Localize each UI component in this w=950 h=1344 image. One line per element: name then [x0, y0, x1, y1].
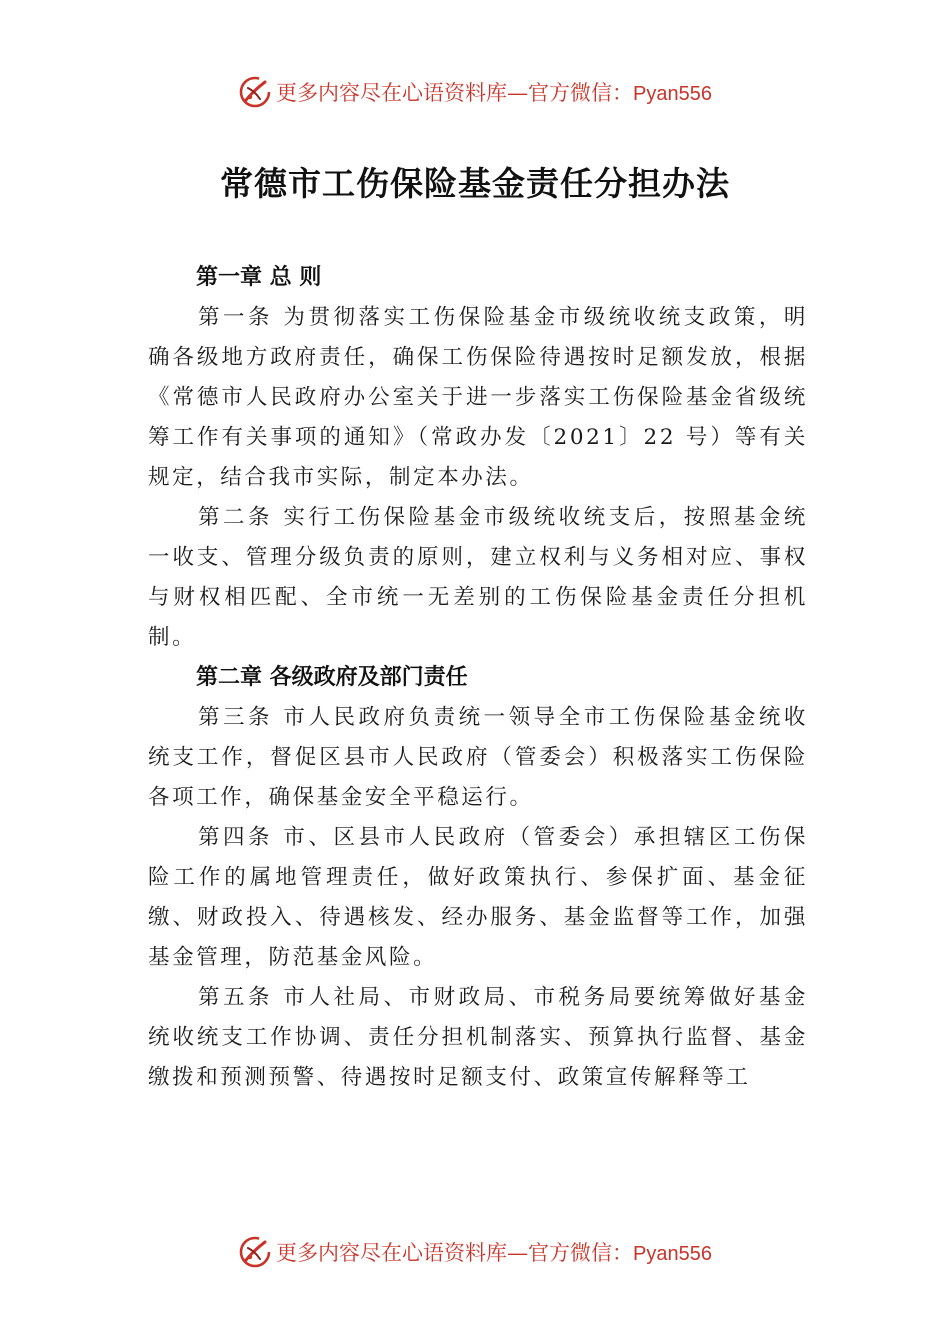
brush-logo-icon [238, 75, 272, 109]
watermark-banner-bottom [0, 1232, 950, 1272]
watermark-text: 更多内容尽在心语资料库—官方微信：Pyan556 [276, 1241, 712, 1265]
chapter-heading: 第二章 各级政府及部门责任 [196, 665, 468, 690]
article-paragraph: 第四条 市、区县市人民政府（管委会）承担辖区工伤保险工作的属地管理责任，做好政策执行、参保扩面、基金征缴、财政投入、待遇核发、经办服务、基金监督等工作，加强基金管理，防范基金风险。 [148, 825, 808, 970]
watermark-banner-top [0, 72, 950, 112]
watermark-text: 更多内容尽在心语资料库—官方微信：Pyan556 [276, 81, 712, 105]
article-paragraph: 第一条 为贯彻落实工伤保险基金市级统收统支政策，明确各级地方政府责任，确保工伤保险待遇按时足额发放，根据《常德市人民政府办公室关于进一步落实工伤保险基金省级统筹工作有关事项的通知》（常政办发〔2021〕22 号）等有关规定，结合我市实际，制定本办法。 [148, 305, 808, 490]
chapter-heading: 第一章 总 则 [196, 265, 322, 290]
article-paragraph: 第三条 市人民政府负责统一领导全市工伤保险基金统收统支工作，督促区县市人民政府（管委会）积极落实工伤保险各项工作，确保基金安全平稳运行。 [148, 705, 808, 810]
document-body [148, 258, 808, 1098]
document-title: 常德市工伤保险基金责任分担办法 [220, 164, 730, 203]
article-paragraph: 第五条 市人社局、市财政局、市税务局要统筹做好基金统收统支工作协调、责任分担机制落实、预算执行监督、基金缴拨和预测预警、待遇按时足额支付、政策宣传解释等工 [148, 985, 808, 1090]
brush-logo-icon [238, 1235, 272, 1269]
article-paragraph: 第二条 实行工伤保险基金市级统收统支后，按照基金统一收支、管理分级负责的原则，建立权利与义务相对应、事权与财权相匹配、全市统一无差别的工伤保险基金责任分担机制。 [148, 505, 808, 650]
